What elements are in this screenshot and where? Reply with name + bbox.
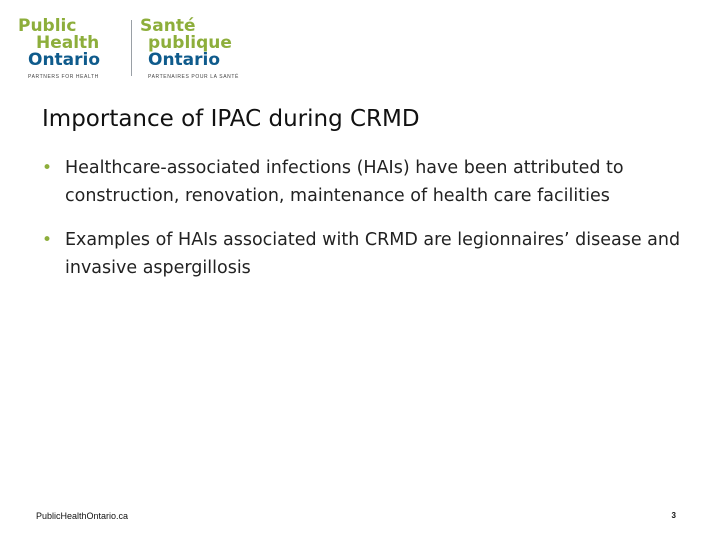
logo-en-line3: Ontario	[28, 50, 101, 70]
bullet-list	[42, 154, 692, 298]
logo-en-line1: Public	[18, 16, 77, 36]
slide-title: Importance of IPAC during CRMD	[42, 106, 420, 132]
page-number: 3	[671, 511, 676, 520]
logo-fr-tagline: PARTENAIRES POUR LA SANTÉ	[148, 74, 239, 80]
bullet-text: Examples of HAIs associated with CRMD are legionnaires’ disease and invasive aspergillosis	[65, 230, 681, 278]
bullet-item	[42, 154, 692, 210]
bullet-icon: •	[42, 158, 53, 178]
public-health-ontario-logo	[18, 18, 258, 80]
bullet-item	[42, 226, 692, 282]
logo-fr-line3: Ontario	[148, 50, 221, 70]
bullet-text: Healthcare-associated infections (HAIs) have been attributed to construction, renovation, maintenance of health care facilities	[65, 158, 624, 206]
logo-en-line2: Health	[36, 33, 100, 53]
logo-divider	[131, 20, 132, 76]
footer-url: PublicHealthOntario.ca	[36, 511, 129, 521]
logo-fr-line1: Santé	[140, 16, 196, 36]
logo-en-tagline: PARTNERS FOR HEALTH	[28, 74, 99, 80]
logo-fr-line2: publique	[148, 33, 232, 53]
logo-french	[140, 18, 258, 80]
logo-english	[18, 18, 130, 80]
bullet-icon: •	[42, 230, 53, 250]
